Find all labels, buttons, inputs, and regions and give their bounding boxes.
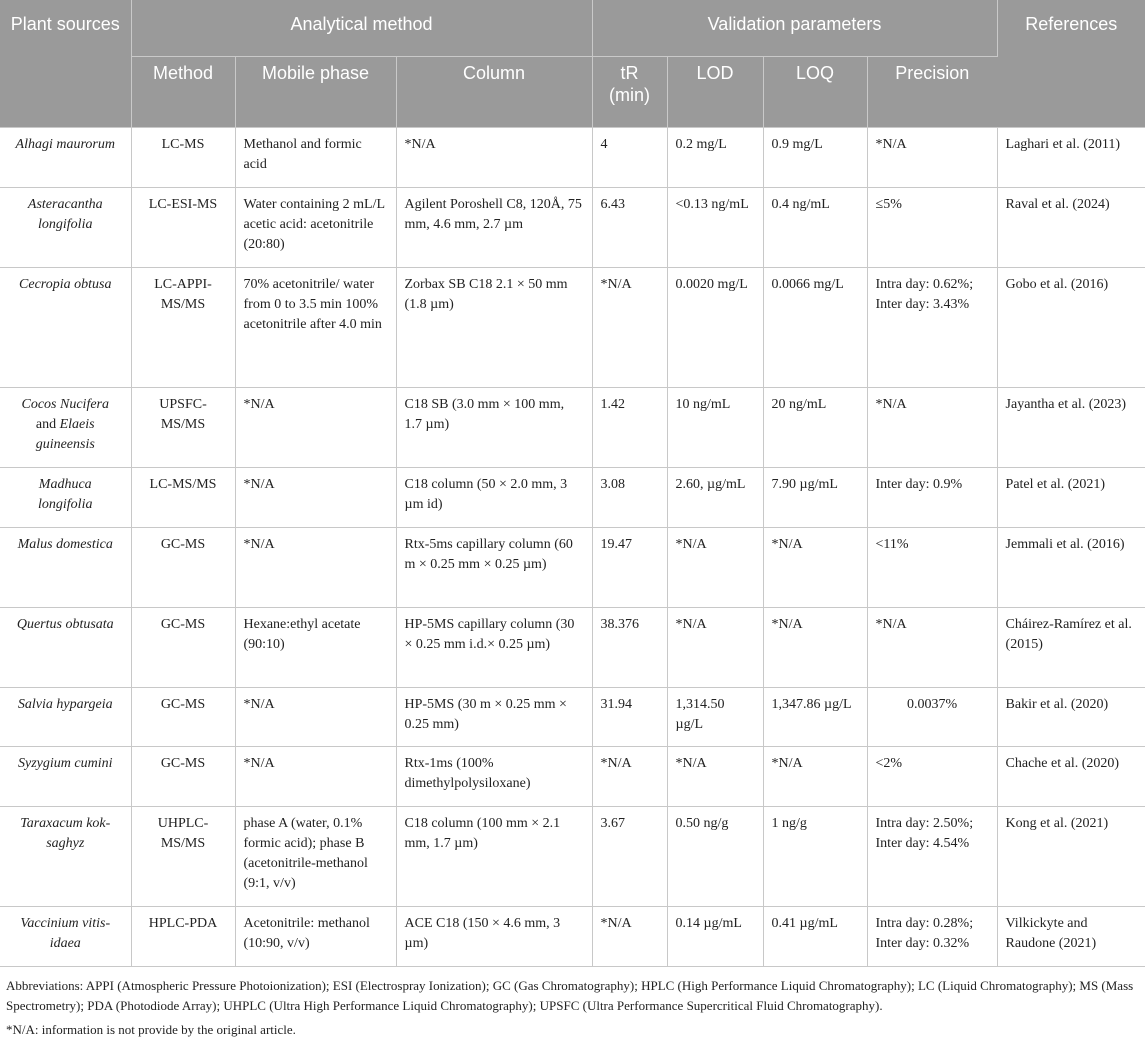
method-cell: LC-MS/MS [131, 468, 235, 528]
precision-cell: Inter day: 0.9% [867, 468, 997, 528]
tr-cell: 3.08 [592, 468, 667, 528]
method-cell: LC-ESI-MS [131, 188, 235, 268]
method-cell: UPSFC-MS/MS [131, 388, 235, 468]
reference-cell: Kong et al. (2021) [997, 807, 1145, 907]
mobile-phase-cell: Water containing 2 mL/L acetic acid: acetonitrile (20:80) [235, 188, 396, 268]
lod-cell: 10 ng/mL [667, 388, 763, 468]
header-precision: Precision [867, 57, 997, 128]
method-cell: LC-APPI-MS/MS [131, 268, 235, 388]
column-cell: C18 column (100 mm × 2.1 mm, 1.7 µm) [396, 807, 592, 907]
mobile-phase-cell: Methanol and formic acid [235, 128, 396, 188]
precision-cell: *N/A [867, 388, 997, 468]
method-cell: GC-MS [131, 688, 235, 747]
table-row [0, 807, 1145, 907]
mobile-phase-cell: *N/A [235, 388, 396, 468]
loq-cell: 1,347.86 µg/L [763, 688, 867, 747]
loq-cell: 0.0066 mg/L [763, 268, 867, 388]
precision-cell: <2% [867, 747, 997, 807]
mobile-phase-cell: *N/A [235, 468, 396, 528]
mobile-phase-cell: *N/A [235, 688, 396, 747]
loq-cell: 7.90 µg/mL [763, 468, 867, 528]
loq-cell: 0.9 mg/L [763, 128, 867, 188]
header-analytical-method: Analytical method [131, 0, 592, 57]
loq-cell: 0.4 ng/mL [763, 188, 867, 268]
reference-cell: Laghari et al. (2011) [997, 128, 1145, 188]
table-row [0, 907, 1145, 967]
table-row [0, 608, 1145, 688]
column-cell: *N/A [396, 128, 592, 188]
mobile-phase-cell: *N/A [235, 528, 396, 608]
header-validation-parameters: Validation parameters [592, 0, 997, 57]
lod-cell: 0.14 µg/mL [667, 907, 763, 967]
loq-cell: 0.41 µg/mL [763, 907, 867, 967]
tr-cell: 6.43 [592, 188, 667, 268]
column-cell: C18 column (50 × 2.0 mm, 3 µm id) [396, 468, 592, 528]
precision-cell: ≤5% [867, 188, 997, 268]
table-row [0, 388, 1145, 468]
reference-cell: Chache et al. (2020) [997, 747, 1145, 807]
plant-cell: Alhagi maurorum [0, 128, 131, 188]
table-row [0, 268, 1145, 388]
plant-cell: Salvia hypargeia [0, 688, 131, 747]
plant-name-2: Elaeis guineensis [35, 417, 95, 452]
precision-cell: *N/A [867, 608, 997, 688]
header-row-1 [0, 0, 1145, 57]
header-column: Column [396, 57, 592, 128]
tr-cell: 19.47 [592, 528, 667, 608]
plant-cell: Syzygium cumini [0, 747, 131, 807]
header-plant-sources: Plant sources [0, 0, 131, 128]
reference-cell: Gobo et al. (2016) [997, 268, 1145, 388]
precision-cell: <11% [867, 528, 997, 608]
tr-cell: 3.67 [592, 807, 667, 907]
table-row [0, 128, 1145, 188]
loq-cell: 20 ng/mL [763, 388, 867, 468]
lod-cell: 0.2 mg/L [667, 128, 763, 188]
table-row [0, 468, 1145, 528]
precision-cell: 0.0037% [867, 688, 997, 747]
plant-cell: Malus domestica [0, 528, 131, 608]
reference-cell: Jayantha et al. (2023) [997, 388, 1145, 468]
reference-cell: Patel et al. (2021) [997, 468, 1145, 528]
table-footnotes [0, 967, 1145, 1040]
reference-cell: Bakir et al. (2020) [997, 688, 1145, 747]
reference-cell: Raval et al. (2024) [997, 188, 1145, 268]
plant-cell: Quertus obtusata [0, 608, 131, 688]
method-cell: GC-MS [131, 608, 235, 688]
loq-cell: *N/A [763, 747, 867, 807]
loq-cell: *N/A [763, 608, 867, 688]
tr-cell: 4 [592, 128, 667, 188]
tr-cell: 38.376 [592, 608, 667, 688]
column-cell: Rtx-5ms capillary column (60 m × 0.25 mm × 0.25 µm) [396, 528, 592, 608]
reference-cell: Cháirez-Ramírez et al. (2015) [997, 608, 1145, 688]
header-tr: tR (min) [592, 57, 667, 128]
lod-cell: 0.50 ng/g [667, 807, 763, 907]
mobile-phase-cell: 70% acetonitrile/ water from 0 to 3.5 min 100% acetonitrile after 4.0 min [235, 268, 396, 388]
lod-cell: *N/A [667, 608, 763, 688]
precision-cell: *N/A [867, 128, 997, 188]
mobile-phase-cell: phase A (water, 0.1% formic acid); phase B (acetonitrile-methanol (9:1, v/v) [235, 807, 396, 907]
mobile-phase-cell: Hexane:ethyl acetate (90:10) [235, 608, 396, 688]
plant-cell: Taraxacum kok-saghyz [0, 807, 131, 907]
table-row [0, 747, 1145, 807]
reference-cell: Vilkickyte and Raudone (2021) [997, 907, 1145, 967]
column-cell: C18 SB (3.0 mm × 100 mm, 1.7 µm) [396, 388, 592, 468]
header-row-2 [0, 57, 1145, 128]
precision-cell: Intra day: 2.50%; Inter day: 4.54% [867, 807, 997, 907]
tr-cell: *N/A [592, 268, 667, 388]
reference-cell: Jemmali et al. (2016) [997, 528, 1145, 608]
mobile-phase-cell: Acetonitrile: methanol (10:90, v/v) [235, 907, 396, 967]
precision-cell: Intra day: 0.62%; Inter day: 3.43% [867, 268, 997, 388]
plant-cell: Madhuca longifolia [0, 468, 131, 528]
plant-name-1: Cocos Nucifera [21, 397, 109, 412]
table-body [0, 128, 1145, 967]
lod-cell: *N/A [667, 528, 763, 608]
method-cell: GC-MS [131, 747, 235, 807]
column-cell: Rtx-1ms (100% dimethylpolysiloxane) [396, 747, 592, 807]
plant-cell: Vaccinium vitis-idaea [0, 907, 131, 967]
tr-cell: 31.94 [592, 688, 667, 747]
abbreviations-note: Abbreviations: APPI (Atmospheric Pressure Photoionization); ESI (Electrospray Ionization); GC (Gas Chromatography); HPLC (High Performance Liquid Chromatography); LC (Liquid Chromatography); MS (Mass Spectrometry); PDA (Photodiode Array); UHPLC (Ultra High Performance Liquid Chromatography); UPSFC (Ultra Performance Supercritical Fluid Chromatography). [6, 978, 1134, 1013]
table-row [0, 188, 1145, 268]
column-cell: HP-5MS capillary column (30 × 0.25 mm i.d.× 0.25 µm) [396, 608, 592, 688]
lod-cell: 2.60, µg/mL [667, 468, 763, 528]
method-cell: GC-MS [131, 528, 235, 608]
method-cell: LC-MS [131, 128, 235, 188]
header-references: References [997, 0, 1145, 128]
lod-cell: 0.0020 mg/L [667, 268, 763, 388]
plant-cell: Asteracantha longifolia [0, 188, 131, 268]
column-cell: ACE C18 (150 × 4.6 mm, 3 µm) [396, 907, 592, 967]
lod-cell: <0.13 ng/mL [667, 188, 763, 268]
mobile-phase-cell: *N/A [235, 747, 396, 807]
loq-cell: *N/A [763, 528, 867, 608]
header-method: Method [131, 57, 235, 128]
method-cell: UHPLC-MS/MS [131, 807, 235, 907]
tr-cell: *N/A [592, 907, 667, 967]
column-cell: HP-5MS (30 m × 0.25 mm × 0.25 mm) [396, 688, 592, 747]
tr-cell: *N/A [592, 747, 667, 807]
tr-cell: 1.42 [592, 388, 667, 468]
na-note: *N/A: information is not provide by the original article. [6, 1022, 296, 1037]
table-row [0, 528, 1145, 608]
plant-cell: Cecropia obtusa [0, 268, 131, 388]
column-cell: Zorbax SB C18 2.1 × 50 mm (1.8 µm) [396, 268, 592, 388]
precision-cell: Intra day: 0.28%; Inter day: 0.32% [867, 907, 997, 967]
loq-cell: 1 ng/g [763, 807, 867, 907]
plant-cell [0, 388, 131, 468]
method-cell: HPLC-PDA [131, 907, 235, 967]
header-lod: LOD [667, 57, 763, 128]
header-mobile-phase: Mobile phase [235, 57, 396, 128]
lod-cell: 1,314.50 µg/L [667, 688, 763, 747]
lod-cell: *N/A [667, 747, 763, 807]
column-cell: Agilent Poroshell C8, 120Å, 75 mm, 4.6 mm, 2.7 µm [396, 188, 592, 268]
table-row [0, 688, 1145, 747]
plant-conjunction: and [35, 417, 57, 432]
header-loq: LOQ [763, 57, 867, 128]
